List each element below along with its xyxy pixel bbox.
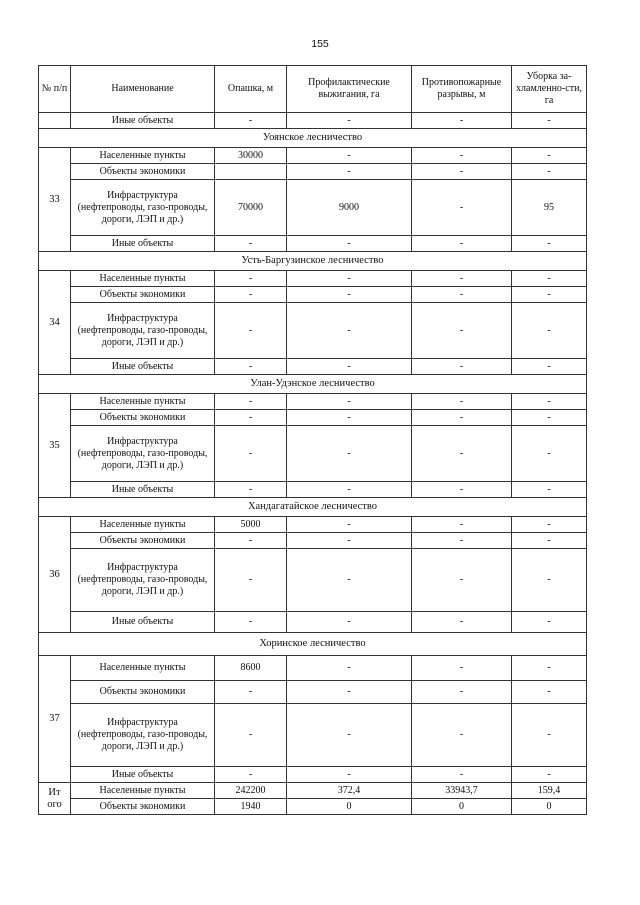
row-firebreak: - bbox=[412, 287, 512, 303]
row-cleanup: - bbox=[512, 287, 587, 303]
totals-label: Ит ого bbox=[39, 783, 71, 815]
row-firebreak: - bbox=[412, 482, 512, 498]
header-cleanup: Уборка за-хламленно-сти, га bbox=[512, 66, 587, 113]
row-name: Объекты экономики bbox=[71, 799, 215, 815]
totals-row bbox=[39, 783, 587, 799]
row-name: Инфраструктура (нефтепроводы, газо-проводы, дороги, ЛЭП и др.) bbox=[71, 426, 215, 482]
row-firebreak: - bbox=[412, 410, 512, 426]
row-name: Населенные пункты bbox=[71, 148, 215, 164]
row-edge: - bbox=[215, 549, 287, 612]
table-row bbox=[39, 271, 587, 287]
row-firebreak: 0 bbox=[412, 799, 512, 815]
row-number bbox=[39, 113, 71, 129]
row-cleanup: - bbox=[512, 148, 587, 164]
row-firebreak: - bbox=[412, 303, 512, 359]
row-name: Населенные пункты bbox=[71, 271, 215, 287]
row-name: Инфраструктура (нефтепроводы, газо-проводы, дороги, ЛЭП и др.) bbox=[71, 180, 215, 236]
section-title-row bbox=[39, 252, 587, 271]
section-title: Уоянское лесничество bbox=[39, 129, 587, 148]
row-cleanup: - bbox=[512, 394, 587, 410]
header-no: № п/п bbox=[39, 66, 71, 113]
row-burn: - bbox=[287, 410, 412, 426]
table-row bbox=[39, 426, 587, 482]
row-burn: - bbox=[287, 426, 412, 482]
row-edge: 5000 bbox=[215, 517, 287, 533]
row-edge: 1940 bbox=[215, 799, 287, 815]
row-cleanup: - bbox=[512, 303, 587, 359]
row-firebreak: 33943,7 bbox=[412, 783, 512, 799]
row-number: 34 bbox=[39, 271, 71, 375]
row-cleanup: - bbox=[512, 681, 587, 704]
row-number: 36 bbox=[39, 517, 71, 633]
row-name: Иные объекты bbox=[71, 236, 215, 252]
row-edge: - bbox=[215, 704, 287, 767]
row-name: Иные объекты bbox=[71, 359, 215, 375]
row-cleanup: - bbox=[512, 517, 587, 533]
row-edge: - bbox=[215, 236, 287, 252]
row-cleanup: - bbox=[512, 612, 587, 633]
table-row bbox=[39, 656, 587, 681]
row-cleanup: 95 bbox=[512, 180, 587, 236]
row-firebreak: - bbox=[412, 271, 512, 287]
row-edge: - bbox=[215, 359, 287, 375]
row-firebreak: - bbox=[412, 113, 512, 129]
row-firebreak: - bbox=[412, 549, 512, 612]
table-row bbox=[39, 303, 587, 359]
row-edge: - bbox=[215, 426, 287, 482]
row-cleanup: - bbox=[512, 236, 587, 252]
row-edge: 30000 bbox=[215, 148, 287, 164]
row-firebreak: - bbox=[412, 426, 512, 482]
table-header-row bbox=[39, 66, 587, 113]
row-cleanup: - bbox=[512, 426, 587, 482]
row-burn: - bbox=[287, 681, 412, 704]
row-firebreak: - bbox=[412, 517, 512, 533]
row-cleanup: 159,4 bbox=[512, 783, 587, 799]
row-name: Населенные пункты bbox=[71, 783, 215, 799]
row-cleanup: 0 bbox=[512, 799, 587, 815]
row-cleanup: - bbox=[512, 164, 587, 180]
row-name: Иные объекты bbox=[71, 113, 215, 129]
row-name: Инфраструктура (нефтепроводы, газо-проводы, дороги, ЛЭП и др.) bbox=[71, 704, 215, 767]
row-name: Инфраструктура (нефтепроводы, газо-проводы, дороги, ЛЭП и др.) bbox=[71, 303, 215, 359]
row-burn: 372,4 bbox=[287, 783, 412, 799]
row-firebreak: - bbox=[412, 656, 512, 681]
row-burn: - bbox=[287, 287, 412, 303]
table-row bbox=[39, 410, 587, 426]
row-cleanup: - bbox=[512, 549, 587, 612]
row-cleanup: - bbox=[512, 656, 587, 681]
row-number: 35 bbox=[39, 394, 71, 498]
table-row bbox=[39, 287, 587, 303]
row-edge: - bbox=[215, 303, 287, 359]
row-burn: - bbox=[287, 767, 412, 783]
row-edge: - bbox=[215, 113, 287, 129]
section-title: Улан-Удэнское лесничество bbox=[39, 375, 587, 394]
table-row bbox=[39, 482, 587, 498]
row-cleanup: - bbox=[512, 113, 587, 129]
row-firebreak: - bbox=[412, 394, 512, 410]
row-firebreak: - bbox=[412, 180, 512, 236]
row-name: Иные объекты bbox=[71, 767, 215, 783]
row-cleanup: - bbox=[512, 482, 587, 498]
table-row bbox=[39, 164, 587, 180]
table-row bbox=[39, 113, 587, 129]
row-edge: - bbox=[215, 271, 287, 287]
row-edge: - bbox=[215, 681, 287, 704]
row-burn: - bbox=[287, 113, 412, 129]
section-title-row bbox=[39, 498, 587, 517]
row-burn: - bbox=[287, 612, 412, 633]
section-title: Хандагатайское лесничество bbox=[39, 498, 587, 517]
table-row bbox=[39, 359, 587, 375]
row-edge: - bbox=[215, 287, 287, 303]
section-title-row bbox=[39, 375, 587, 394]
row-edge: - bbox=[215, 394, 287, 410]
row-name: Иные объекты bbox=[71, 482, 215, 498]
row-burn: - bbox=[287, 656, 412, 681]
table-row bbox=[39, 612, 587, 633]
table-row bbox=[39, 549, 587, 612]
row-cleanup: - bbox=[512, 271, 587, 287]
row-burn: - bbox=[287, 517, 412, 533]
row-firebreak: - bbox=[412, 164, 512, 180]
row-burn: - bbox=[287, 549, 412, 612]
header-name: Наименование bbox=[71, 66, 215, 113]
row-edge: 70000 bbox=[215, 180, 287, 236]
row-firebreak: - bbox=[412, 767, 512, 783]
row-firebreak: - bbox=[412, 148, 512, 164]
row-burn: 9000 bbox=[287, 180, 412, 236]
row-name: Объекты экономики bbox=[71, 681, 215, 704]
row-burn: - bbox=[287, 303, 412, 359]
row-edge bbox=[215, 164, 287, 180]
table-row bbox=[39, 767, 587, 783]
row-firebreak: - bbox=[412, 704, 512, 767]
row-edge: 8600 bbox=[215, 656, 287, 681]
table-row bbox=[39, 533, 587, 549]
row-number: 33 bbox=[39, 148, 71, 252]
row-burn: - bbox=[287, 271, 412, 287]
row-firebreak: - bbox=[412, 533, 512, 549]
section-title: Усть-Баргузинское лесничество bbox=[39, 252, 587, 271]
row-burn: 0 bbox=[287, 799, 412, 815]
row-number: 37 bbox=[39, 656, 71, 783]
row-name: Объекты экономики bbox=[71, 287, 215, 303]
table-row bbox=[39, 148, 587, 164]
table-row bbox=[39, 681, 587, 704]
table-row bbox=[39, 394, 587, 410]
row-cleanup: - bbox=[512, 767, 587, 783]
row-name: Объекты экономики bbox=[71, 164, 215, 180]
row-name: Населенные пункты bbox=[71, 394, 215, 410]
table-row bbox=[39, 517, 587, 533]
fire-prevention-table bbox=[38, 65, 587, 815]
row-edge: - bbox=[215, 410, 287, 426]
row-edge: 242200 bbox=[215, 783, 287, 799]
header-firebreak: Противопожарные разрывы, м bbox=[412, 66, 512, 113]
row-burn: - bbox=[287, 148, 412, 164]
row-name: Инфраструктура (нефтепроводы, газо-проводы, дороги, ЛЭП и др.) bbox=[71, 549, 215, 612]
row-burn: - bbox=[287, 533, 412, 549]
header-burn: Профилактические выжигания, га bbox=[287, 66, 412, 113]
header-edge: Опашка, м bbox=[215, 66, 287, 113]
row-burn: - bbox=[287, 359, 412, 375]
row-name: Объекты экономики bbox=[71, 533, 215, 549]
page-number: 155 bbox=[311, 38, 329, 50]
table-row bbox=[39, 236, 587, 252]
row-burn: - bbox=[287, 704, 412, 767]
section-title: Хоринское лесничество bbox=[39, 633, 587, 656]
row-burn: - bbox=[287, 482, 412, 498]
row-firebreak: - bbox=[412, 236, 512, 252]
row-cleanup: - bbox=[512, 359, 587, 375]
row-edge: - bbox=[215, 482, 287, 498]
section-title-row bbox=[39, 633, 587, 656]
row-burn: - bbox=[287, 236, 412, 252]
row-burn: - bbox=[287, 164, 412, 180]
row-firebreak: - bbox=[412, 681, 512, 704]
row-cleanup: - bbox=[512, 533, 587, 549]
totals-row bbox=[39, 799, 587, 815]
table-row bbox=[39, 704, 587, 767]
row-firebreak: - bbox=[412, 359, 512, 375]
row-name: Объекты экономики bbox=[71, 410, 215, 426]
section-title-row bbox=[39, 129, 587, 148]
row-burn: - bbox=[287, 394, 412, 410]
row-name: Населенные пункты bbox=[71, 517, 215, 533]
row-edge: - bbox=[215, 612, 287, 633]
table-row bbox=[39, 180, 587, 236]
row-name: Иные объекты bbox=[71, 612, 215, 633]
row-edge: - bbox=[215, 767, 287, 783]
row-cleanup: - bbox=[512, 410, 587, 426]
row-edge: - bbox=[215, 533, 287, 549]
row-cleanup: - bbox=[512, 704, 587, 767]
row-firebreak: - bbox=[412, 612, 512, 633]
row-name: Населенные пункты bbox=[71, 656, 215, 681]
